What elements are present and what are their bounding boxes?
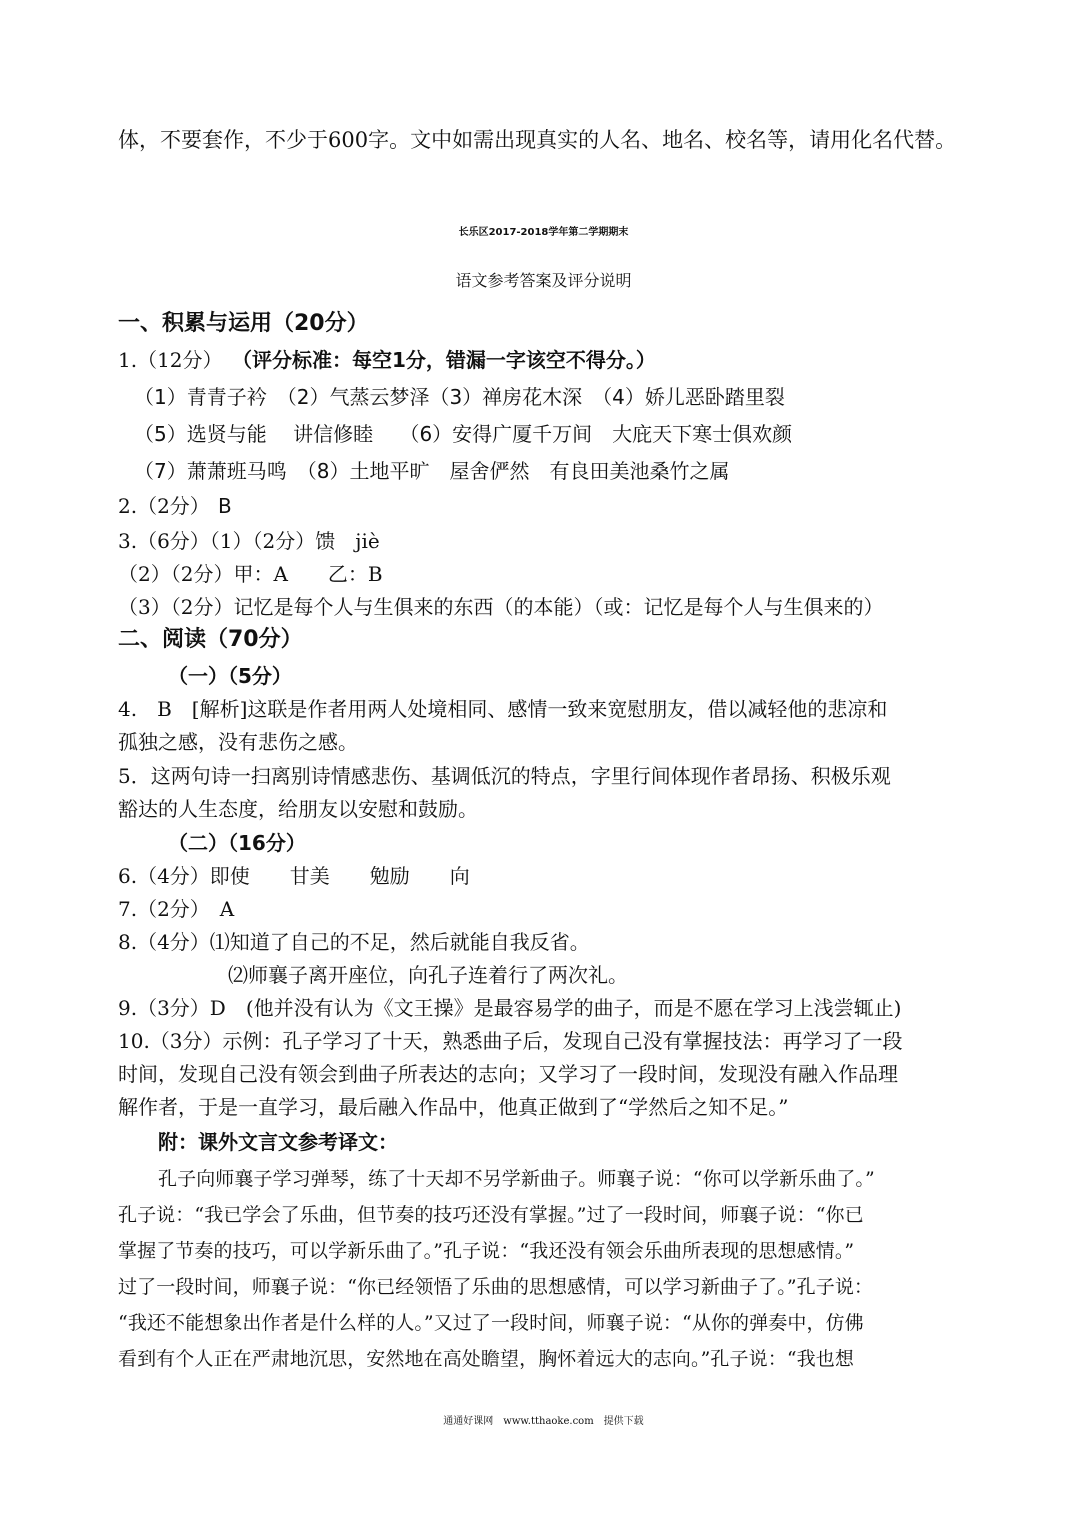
q2-answer: B (218, 494, 232, 518)
translation-line-5: “我还不能想象出作者是什么样的人。”又过了一段时间，师襄子说：“从你的弹奏中，仿佛 (118, 1312, 864, 1334)
q10-line-2: 时间，发现自己没有领会到曲子所表达的志向；又学习了一段时间，发现没有融入作品理 (118, 1062, 898, 1086)
q4-line-1: 4. B [解析]这联是作者用两人处境相同、感情一致来宽慰朋友，借以减轻他的悲凉和 (118, 697, 888, 721)
q5-line-2: 豁达的人生态度，给朋友以安慰和鼓励。 (118, 797, 478, 821)
q3-line-2: （2）（2分）甲：A 乙：B (118, 562, 383, 586)
document-title: 长乐区2017-2018学年第二学期期末 (458, 227, 629, 238)
q7-answer: 7.（2分） A (118, 897, 235, 921)
reading-part-1-heading: （一）（5分） (168, 664, 292, 688)
q1-answers-row-2: （5）选贤与能 讲信修睦 （6）安得广厦千万间 大庇天下寒士俱欢颜 (134, 422, 793, 446)
q2-number: 2.（2分） (118, 494, 210, 518)
q3-line-1: 3.（6分）（1）（2分）馈 jiè (118, 529, 380, 553)
q9-answer: 9.（3分）D (他并没有认为《文王操》是最容易学的曲子，而是不愿在学习上浅尝辄止) (118, 996, 902, 1020)
translation-line-3: 掌握了节奏的技巧，可以学新乐曲了。”孔子说：“我还没有领会乐曲所表现的思想感情。” (118, 1240, 855, 1262)
translation-line-1: 孔子向师襄子学习弹琴，练了十天却不另学新曲子。师襄子说：“你可以学新乐曲了。” (158, 1168, 875, 1190)
q1-scoring-rule: （评分标准：每空1分，错漏一字该空不得分。） (232, 348, 656, 372)
q1-answers-row-1: （1）青青子衿 （2）气蒸云梦泽（3）禅房花木深 （4）娇儿恶卧踏里裂 (134, 385, 785, 409)
appendix-heading: 附：课外文言文参考译文： (158, 1130, 398, 1154)
q8-line-1: 8.（4分）⑴知道了自己的不足，然后就能自我反省。 (118, 930, 590, 954)
section-heading-reading: 二、阅读（70分） (118, 627, 303, 652)
section-heading-accumulation: 一、积累与运用（20分） (118, 311, 369, 336)
reading-part-2-heading: （二）（16分） (168, 831, 306, 855)
translation-line-2: 孔子说：“我已学会了乐曲，但节奏的技巧还没有掌握。”过了一段时间，师襄子说：“你已 (118, 1204, 864, 1226)
q4-line-2: 孤独之感，没有悲伤之感。 (118, 730, 358, 754)
page-footer: 通通好课网 www.tthaoke.com 提供下载 (443, 1416, 644, 1427)
q1-answers-row-3: （7）萧萧班马鸣 （8）土地平旷 屋舍俨然 有良田美池桑竹之属 (134, 459, 730, 483)
q10-line-3: 解作者，于是一直学习，最后融入作品中，他真正做到了“学然后之知不足。” (118, 1095, 789, 1119)
q3-line-3: （3）（2分）记忆是每个人与生俱来的东西（的本能）（或：记忆是每个人与生俱来的） (118, 595, 884, 619)
intro-continuation-line: 体，不要套作，不少于600字。文中如需出现真实的人名、地名、校名等，请用化名代替。 (118, 128, 957, 152)
q1-number: 1.（12分） (118, 348, 223, 372)
q6-answer: 6.（4分）即使 甘美 勉励 向 (118, 864, 470, 888)
q10-line-1: 10.（3分）示例：孔子学习了十天，熟悉曲子后，发现自己没有掌握技法：再学习了一段 (118, 1029, 903, 1053)
translation-line-4: 过了一段时间，师襄子说：“你已经领悟了乐曲的思想感情，可以学习新曲子了。”孔子说： (118, 1276, 874, 1298)
document-subtitle: 语文参考答案及评分说明 (455, 271, 632, 290)
q8-line-2: ⑵师襄子离开座位，向孔子连着行了两次礼。 (228, 963, 628, 987)
q5-line-1: 5．这两句诗一扫离别诗情感悲伤、基调低沉的特点，字里行间体现作者昂扬、积极乐观 (118, 764, 891, 788)
translation-line-6: 看到有个人正在严肃地沉思，安然地在高处瞻望，胸怀着远大的志向。”孔子说：“我也想 (118, 1348, 854, 1370)
